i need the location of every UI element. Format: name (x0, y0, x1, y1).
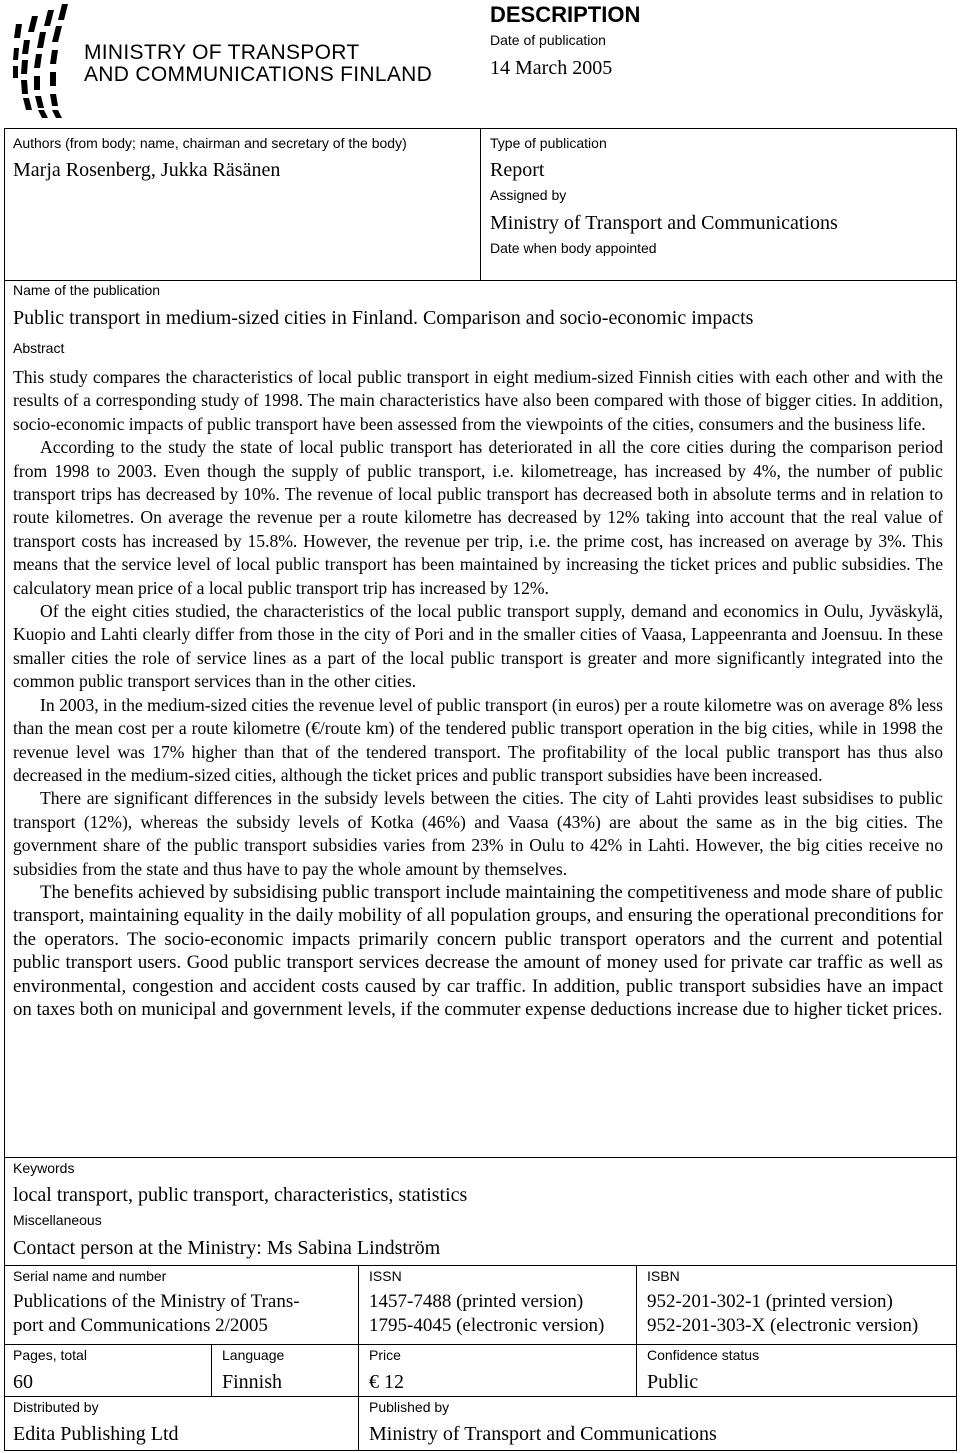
price-value: € 12 (369, 1371, 404, 1393)
abstract-paragraph: Of the eight cities studied, the characteristics of the local public transport supply, demand and economics in Oulu, Jyväskylä, Kuopio and Lahti clearly differ from those in the city of Pori and in the smaller cities of Vaasa, Lappeenranta and Joensuu. In these smaller cities the role of service lines as a part of the local public transport is greater and more significantly integrated into the common public transport services than in the other cities. (13, 601, 943, 692)
divider-before-distributed-row (4, 1396, 957, 1397)
form-bottom-border (4, 1450, 957, 1451)
abstract-paragraph: The benefits achieved by subsidising public transport include maintaining the competitiveness and mode share of public transport, maintaining equality in the daily mobility of all population groups, and ensuring the operational preconditions for the operators. The socio-economic impacts primarily concern public transport operators and the current and potential public transport users. Good public transport services decrease the amount of money used for private car traffic as well as environmental, congestion and accident costs caused by car traffic. In addition, public transport subsidies have an impact on taxes both on municipal and government levels, if the commuter expense deductions increase due to higher ticket prices. (13, 881, 943, 1020)
serial-value-line1: Publications of the Ministry of Trans- (13, 1291, 300, 1312)
form-right-border (956, 128, 957, 1451)
divider-before-keywords (4, 1157, 957, 1158)
abstract-body (13, 366, 943, 1021)
abstract-paragraph: In 2003, in the medium-sized cities the revenue level of public transport (in euros) per a route kilometre was on average 8% less than the mean cost per a route kilometre (€/route km) of the tendered public transport operation in the big cities, while in 1998 the revenue level was 17% higher than that of the tendered transport. The profitability of the local public transport has thus also decreased in the medium-sized cities, although the ticket prices and public transport subsidies have been increased. (13, 694, 943, 785)
divider-before-serial-row (4, 1265, 957, 1266)
authors-label: Authors (from body; name, chairman and secretary of the body) (13, 135, 407, 151)
distributed-by-label: Distributed by (13, 1399, 99, 1415)
assigned-by-label: Assigned by (490, 187, 567, 203)
date-appointed-label: Date when body appointed (490, 240, 657, 256)
assigned-by-value: Ministry of Transport and Communications (490, 212, 838, 234)
abstract-paragraph: There are significant differences in the subsidy levels between the cities. The city of Lahti provides least subsidises to public transport (12%), whereas the subsidy levels of Kotka (46%) and Vaasa (43%) are about the same as in the big cities. The government share of the public transport subsidies varies from 23% in Oulu to 42% in Lahti. However, the big cities receive no subsidies from the state and thus have to pay the whole amount by themselves. (13, 788, 943, 879)
logo-text-line1: MINISTRY OF TRANSPORT (84, 41, 360, 64)
issn-value-line1: 1457-7488 (printed version) (369, 1291, 584, 1312)
type-of-publication-label: Type of publication (490, 135, 607, 151)
published-by-value: Ministry of Transport and Communications (369, 1423, 717, 1445)
keywords-label: Keywords (13, 1160, 75, 1176)
publication-name-value: Public transport in medium-sized cities in Finland. Comparison and socio-economic impacts (13, 307, 754, 329)
grid-divider-c (211, 1344, 212, 1397)
distributed-by-value: Edita Publishing Ltd (13, 1423, 179, 1445)
language-value: Finnish (222, 1371, 283, 1393)
date-of-publication-label: Date of publication (490, 32, 606, 48)
isbn-value-line2: 952-201-303-X (electronic version) (647, 1315, 919, 1336)
miscellaneous-label: Miscellaneous (13, 1212, 102, 1228)
issn-value-line2: 1795-4045 (electronic version) (369, 1315, 605, 1336)
abstract-paragraph: According to the study the state of local public transport has deteriorated in all the core cities during the comparison period from 1998 to 2003. Even though the supply of public transport, i.e. kilometreage, has increased by 4%, the number of public transport trips has decreased by 10%. The revenue of local public transport has decreased both in absolute terms and in relation to route kilometres. On average the revenue per a route kilometre has decreased by 12% taking into account that the real value of transport costs has increased by 15.8%. However, the revenue per trip, i.e. the prime cost, has increased on average by 3%. This means that the service level of local public transport has been maintained by increasing the ticket prices and public subsidies. The calculatory mean price of a local public transport trip has increased by 12%. (13, 437, 943, 598)
divider-after-header-block (4, 280, 957, 281)
document-type-heading: DESCRIPTION (490, 2, 641, 27)
price-label: Price (369, 1347, 401, 1363)
publication-name-label: Name of the publication (13, 282, 161, 298)
abstract-paragraph: This study compares the characteristics of local public transport in eight medium-sized Finnish cities with each other and with the results of a corresponding study of 1998. The main characteristics have also been compared with those of bigger cities. In addition, socio-economic impacts of public transport have been assessed from the viewpoints of the cities, consumers and the business life. (13, 367, 943, 434)
confidence-status-value: Public (647, 1371, 699, 1393)
grid-divider-a (358, 1265, 359, 1451)
keywords-value: local transport, public transport, characteristics, statistics (13, 1184, 468, 1206)
date-of-publication-value: 14 March 2005 (490, 57, 613, 79)
isbn-value-line1: 952-201-302-1 (printed version) (647, 1291, 893, 1312)
issn-label: ISSN (369, 1268, 402, 1284)
serial-label: Serial name and number (13, 1268, 167, 1284)
divider-before-pages-row (4, 1344, 957, 1345)
grid-divider-b (636, 1265, 637, 1397)
type-of-publication-value: Report (490, 159, 545, 181)
pages-label: Pages, total (13, 1347, 87, 1363)
serial-value-line2: port and Communications 2/2005 (13, 1315, 268, 1336)
ministry-logo-emblem (10, 2, 80, 120)
header-column-divider (480, 128, 481, 280)
authors-value: Marja Rosenberg, Jukka Räsänen (13, 159, 281, 181)
abstract-label: Abstract (13, 340, 65, 356)
miscellaneous-value: Contact person at the Ministry: Ms Sabina Lindström (13, 1237, 441, 1259)
confidence-status-label: Confidence status (647, 1347, 760, 1363)
isbn-label: ISBN (647, 1268, 680, 1284)
form-left-border (4, 128, 5, 1451)
logo-text-line2: AND COMMUNICATIONS FINLAND (84, 63, 433, 86)
language-label: Language (222, 1347, 285, 1363)
pages-value: 60 (13, 1371, 33, 1393)
published-by-label: Published by (369, 1399, 450, 1415)
